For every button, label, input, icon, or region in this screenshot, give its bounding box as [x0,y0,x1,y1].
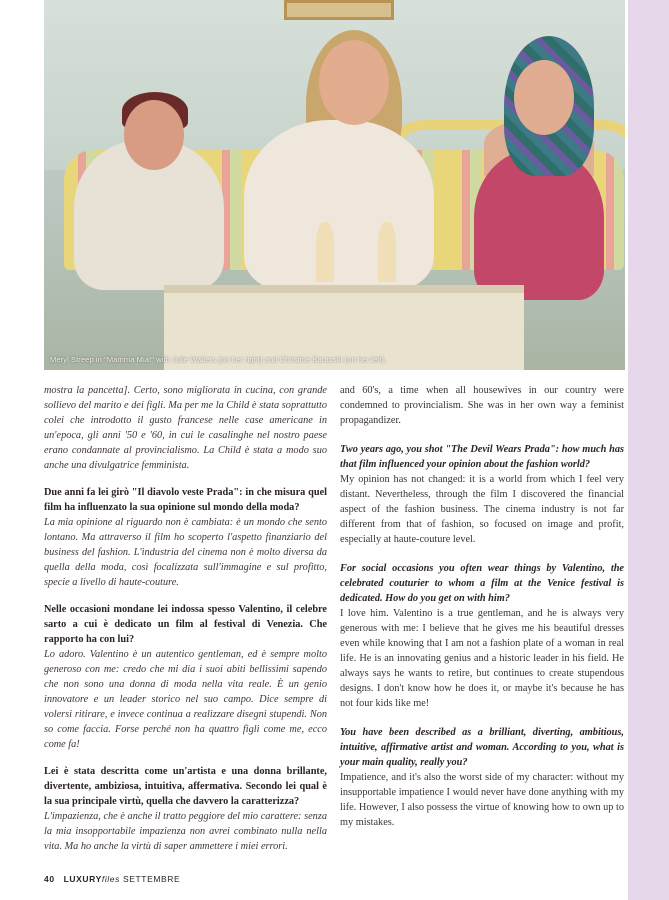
italian-answer-1: La mia opinione al riguardo non è cambiata: è un mondo che sento lontano. Ma attraverso il film ho scoperto l'aspetto finanziario del business del fashion. L'industria del cinema non è molto diversa da quella della moda, così focalizzata sull'immagine e sul profitto, specie a livello di haute-couture. [44,517,327,588]
photo-woman-center [244,120,434,290]
photo-woman-right-face [514,60,574,135]
photo-caption: Meryl Streep in "Mamma Mia!" with Julie Walters (on her right) and Christine Baranski (on her left). [50,355,387,364]
photo-woman-left-face [124,100,184,170]
italian-question-1: Due anni fa lei girò "Il diavolo veste Prada": in che misura quel film ha influenzato la sua opinione sul mondo della moda? [44,487,327,513]
english-column [340,383,624,830]
magazine-brand: LUXURY [63,874,102,884]
english-answer-1: My opinion has not changed: it is a world from which I feel very distant. Nevertheless, through the film I discovered the financial aspect of the fashion business. The cinema industry is not far different from that of fashion, so focused on image and profit, especially at haute-couture level. [340,474,624,545]
english-answer-3: Impatience, and it's also the worst side of my character: without my insupportable impatience I would never have done anything with my life. However, I also possess the virtue of knowing how to own up to my mistakes. [340,772,624,828]
photo-picture-frame [284,0,394,20]
photo-wine-glass [316,222,334,282]
italian-column [44,383,327,854]
magazine-brand-italic: files [101,874,120,884]
side-color-strip [628,0,669,900]
issue-month: SETTEMBRE [122,874,181,884]
italian-answer-2: Lo adoro. Valentino è un autentico gentleman, ed è sempre molto generoso con me: credo che mi dia i suoi abiti bellissimi sapendo che non sono una donna di moda nella vita reale. È un genio innovatore e un leader storico nel suo campo. Dice sempre di volersi ritirare, e invece continua a realizzare disegni stupendi. Non so come faccia. Forse perché non ha quattro figli come me, ecco come fa! [44,649,327,750]
feature-photo [44,0,625,370]
english-intro: and 60's, a time when all housewives in our country were condemned to provincialism. She was in her own way a feminist propagandizer. [340,385,624,426]
english-question-1: Two years ago, you shot "The Devil Wears Prada": how much has that film influenced your opinion about the fashion world? [340,444,624,470]
page-number: 40 [44,874,55,884]
italian-question-2: Nelle occasioni mondane lei indossa spesso Valentino, il celebre sarto a cui è dedicato un film al festival di Venezia. Che rapporto ha con lui? [44,604,327,645]
photo-woman-center-face [319,40,389,125]
page-footer [44,874,180,884]
photo-wine-glass [378,222,396,282]
english-answer-2: I love him. Valentino is a true gentleman, and he is always very generous with me: I believe that he gives me his beautiful dresses even while knowing that I am not a fashion plate of a woman in real life. He is an innovating genius and a historic leader in his field. He always says he wants to retire, but continues to create stupendous designs. I don't know how he does it, or maybe it's because he has not four kids like me! [340,608,624,709]
italian-question-3: Lei è stata descritta come un'artista e una donna brillante, divertente, ambiziosa, intuitiva, affermativa. Secondo lei qual è la sua principale virtù, quella che davvero la caratterizza? [44,766,327,807]
english-question-3: You have been described as a brilliant, diverting, ambitious, intuitive, affirmative artist and woman. According to you, what is your main quality, really you? [340,727,624,768]
italian-answer-3: L'impazienza, che è anche il tratto peggiore del mio carattere: senza la mia insopportabile impazienza non avrei combinato nulla nella vita. Ma ho anche la virtù di saper ammettere i miei errori. [44,811,327,852]
italian-intro: mostra la pancetta]. Certo, sono migliorata in cucina, con grande sollievo del marito e dei figli. Ma per me la Child è stata soprattutto colei che introdotto il gusto francese nelle case americane in un'epoca, gli anni '50 e '60, in cui le casalinghe nel nostro paese erano condannate al provincialismo. La Child è stata a modo suo anche una divulgatrice femminista. [44,385,327,471]
english-question-2: For social occasions you often wear things by Valentino, the celebrated couturier to whom a film at the Venice festival is dedicated. How do you get on with him? [340,563,624,604]
